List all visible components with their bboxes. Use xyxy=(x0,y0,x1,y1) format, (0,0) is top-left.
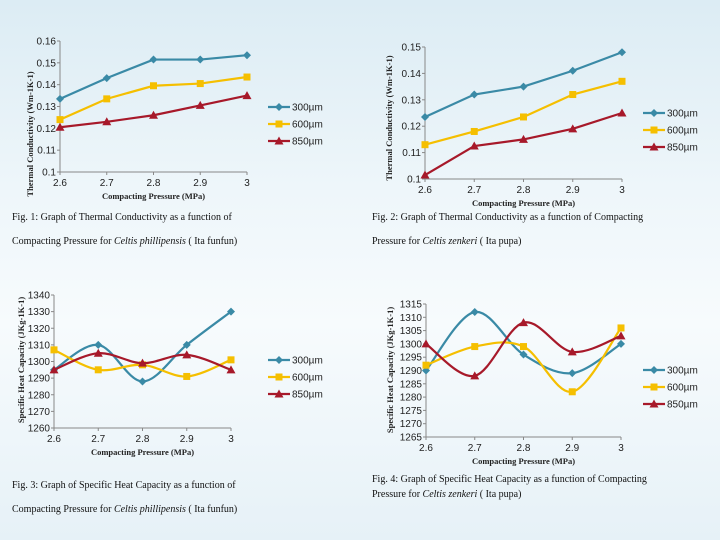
legend-label: 600µm xyxy=(667,125,698,137)
caption-line: Compacting Pressure for xyxy=(12,504,114,515)
x-axis-label: Compacting Pressure (MPa) xyxy=(101,191,206,201)
x-tick-label: 3 xyxy=(244,178,250,189)
x-tick-label: 3 xyxy=(618,443,624,454)
legend-label: 300µm xyxy=(667,108,698,120)
legend-label: 850µm xyxy=(667,142,698,154)
y-tick-label: 1310 xyxy=(27,340,50,352)
chart-panel-4 xyxy=(360,295,720,470)
data-point xyxy=(103,74,111,82)
x-tick-label: 2.7 xyxy=(99,178,114,189)
data-point xyxy=(139,377,147,385)
data-point xyxy=(520,113,527,120)
y-tick-label: 0.15 xyxy=(36,58,56,70)
x-tick-label: 2.8 xyxy=(135,434,150,445)
legend-label: 850µm xyxy=(292,389,323,401)
x-tick-label: 2.9 xyxy=(565,443,580,454)
caption-line: Pressure for xyxy=(372,489,423,500)
caption-line: ( Ita funfun) xyxy=(185,504,238,515)
legend-marker xyxy=(650,109,658,117)
y-tick-label: 0.13 xyxy=(401,95,421,107)
legend-label: 600µm xyxy=(292,372,323,384)
legend-label: 850µm xyxy=(667,399,698,411)
y-tick-label: 1305 xyxy=(399,326,422,338)
legend-label: 300µm xyxy=(292,355,323,367)
specific-heat-chart-ita-pupa xyxy=(360,295,720,470)
data-point xyxy=(568,369,576,377)
y-tick-label: 0.16 xyxy=(36,36,56,48)
x-tick-label: 2.9 xyxy=(179,434,194,445)
data-point xyxy=(422,339,431,347)
y-tick-label: 1265 xyxy=(399,432,422,444)
figure-caption-4 xyxy=(372,472,717,502)
legend-label: 300µm xyxy=(667,365,698,377)
data-point xyxy=(618,48,626,56)
data-point xyxy=(618,324,625,331)
x-tick-label: 2.6 xyxy=(419,443,433,454)
legend-label: 600µm xyxy=(292,119,323,131)
series-line xyxy=(425,113,622,175)
x-tick-label: 3 xyxy=(228,434,234,445)
species-name: Celtis zenkeri xyxy=(422,236,478,247)
data-point xyxy=(243,91,252,99)
species-name: Celtis phillipensis xyxy=(113,504,186,515)
y-axis-label: Specific Heat Capacity (JKg-1K-1) xyxy=(16,296,26,424)
data-point xyxy=(243,51,251,59)
figure-caption-1 xyxy=(12,206,362,254)
chart-panel-3 xyxy=(0,284,360,466)
thermal-conductivity-chart-ita-pupa xyxy=(360,34,720,210)
y-tick-label: 0.14 xyxy=(36,80,56,92)
data-point xyxy=(520,83,528,91)
data-point xyxy=(95,366,102,373)
y-tick-label: 0.11 xyxy=(402,148,421,160)
y-tick-label: 1280 xyxy=(27,390,50,402)
figure-caption-3 xyxy=(12,474,362,522)
legend-label: 850µm xyxy=(292,136,323,148)
y-tick-label: 0.12 xyxy=(401,121,421,133)
y-tick-label: 1340 xyxy=(27,290,50,302)
legend-marker xyxy=(275,103,283,111)
legend-marker xyxy=(650,366,658,374)
x-tick-label: 2.7 xyxy=(467,443,482,454)
data-point xyxy=(569,91,576,98)
data-point xyxy=(150,82,157,89)
data-point xyxy=(569,388,576,395)
legend-label: 300µm xyxy=(292,102,323,114)
y-tick-label: 0.1 xyxy=(42,167,56,179)
y-tick-label: 0.11 xyxy=(37,145,56,157)
y-tick-label: 1295 xyxy=(399,352,422,364)
data-point xyxy=(619,78,626,85)
y-tick-label: 0.14 xyxy=(401,68,421,80)
data-point xyxy=(471,128,478,135)
x-tick-label: 2.8 xyxy=(516,443,531,454)
y-tick-label: 1315 xyxy=(399,299,422,311)
chart-panel-1 xyxy=(0,30,360,205)
x-tick-label: 2.6 xyxy=(47,434,61,445)
caption-line: Fig. 3: Graph of Specific Heat Capacity as a function of xyxy=(12,480,236,491)
y-tick-label: 1285 xyxy=(399,379,422,391)
x-axis-label: Compacting Pressure (MPa) xyxy=(90,447,195,457)
species-name: Celtis zenkeri xyxy=(422,489,478,500)
chart-panel-2 xyxy=(360,34,720,210)
x-axis-label: Compacting Pressure (MPa) xyxy=(471,456,576,466)
caption-line: Compacting Pressure for xyxy=(12,236,114,247)
y-tick-label: 1275 xyxy=(399,405,422,417)
x-tick-label: 2.9 xyxy=(193,178,208,189)
data-point xyxy=(56,95,64,103)
y-tick-label: 1280 xyxy=(399,392,422,404)
legend-marker xyxy=(651,384,658,391)
y-tick-label: 1270 xyxy=(27,406,50,418)
x-axis-label: Compacting Pressure (MPa) xyxy=(471,198,576,208)
y-tick-label: 1270 xyxy=(399,419,422,431)
data-point xyxy=(197,80,204,87)
data-point xyxy=(618,109,627,117)
data-point xyxy=(423,362,430,369)
caption-line: ( Ita pupa) xyxy=(477,236,522,247)
legend-marker xyxy=(276,121,283,128)
y-tick-label: 0.13 xyxy=(36,102,56,113)
data-point xyxy=(471,343,478,350)
y-tick-label: 1290 xyxy=(399,366,422,377)
y-tick-label: 0.15 xyxy=(401,42,421,54)
x-tick-label: 3 xyxy=(619,185,625,196)
y-tick-label: 1290 xyxy=(27,373,50,385)
data-point xyxy=(470,91,478,99)
y-tick-label: 1300 xyxy=(27,357,50,368)
caption-line: Fig. 1: Graph of Thermal Conductivity as a function of xyxy=(12,212,232,223)
data-point xyxy=(94,341,102,349)
data-point xyxy=(103,95,110,102)
y-tick-label: 0.12 xyxy=(36,123,56,135)
caption-line: ( Ita pupa) xyxy=(477,489,522,500)
legend-marker xyxy=(276,374,283,381)
y-tick-label: 0.1 xyxy=(407,174,421,186)
x-tick-label: 2.8 xyxy=(146,178,161,189)
y-axis-label: Thermal Conductivity (Wm-1K-1) xyxy=(384,55,394,181)
y-tick-label: 1320 xyxy=(27,323,50,335)
legend-label: 600µm xyxy=(667,382,698,394)
data-point xyxy=(569,67,577,75)
data-point xyxy=(421,113,429,121)
data-point xyxy=(150,56,158,64)
thermal-conductivity-chart-ita-funfun xyxy=(0,30,360,205)
y-tick-label: 1300 xyxy=(399,339,422,351)
species-name: Celtis phillipensis xyxy=(113,236,186,247)
figure-caption-2 xyxy=(372,206,717,254)
y-tick-label: 1330 xyxy=(27,307,50,319)
y-axis-label: Specific Heat Capacity (JKg-1K-1) xyxy=(385,306,395,434)
x-tick-label: 2.8 xyxy=(516,185,531,196)
x-tick-label: 2.9 xyxy=(565,185,580,196)
data-point xyxy=(422,141,429,148)
caption-line: Fig. 2: Graph of Thermal Conductivity as a function of Compacting xyxy=(372,212,644,223)
x-tick-label: 2.7 xyxy=(467,185,482,196)
legend-marker xyxy=(275,356,283,364)
data-point xyxy=(471,308,479,316)
data-point xyxy=(244,74,251,81)
legend-marker xyxy=(651,127,658,134)
data-point xyxy=(51,346,58,353)
series-line xyxy=(426,328,621,392)
specific-heat-chart-ita-funfun xyxy=(0,284,360,466)
data-point xyxy=(520,343,527,350)
y-tick-label: 1260 xyxy=(27,423,50,435)
caption-line: ( Ita funfun) xyxy=(185,236,238,247)
caption-line: Fig. 4: Graph of Specific Heat Capacity as a function of Compacting xyxy=(372,474,647,485)
data-point xyxy=(228,356,235,363)
y-tick-label: 1310 xyxy=(399,312,422,324)
y-axis-label: Thermal Conductivity (Wm-1K-1) xyxy=(25,71,35,197)
data-point xyxy=(57,116,64,123)
data-point xyxy=(196,56,204,64)
x-tick-label: 2.7 xyxy=(91,434,106,445)
data-point xyxy=(421,171,430,179)
x-tick-label: 2.6 xyxy=(53,178,67,189)
caption-line: Pressure for xyxy=(372,236,423,247)
data-point xyxy=(183,373,190,380)
x-tick-label: 2.6 xyxy=(418,185,432,196)
